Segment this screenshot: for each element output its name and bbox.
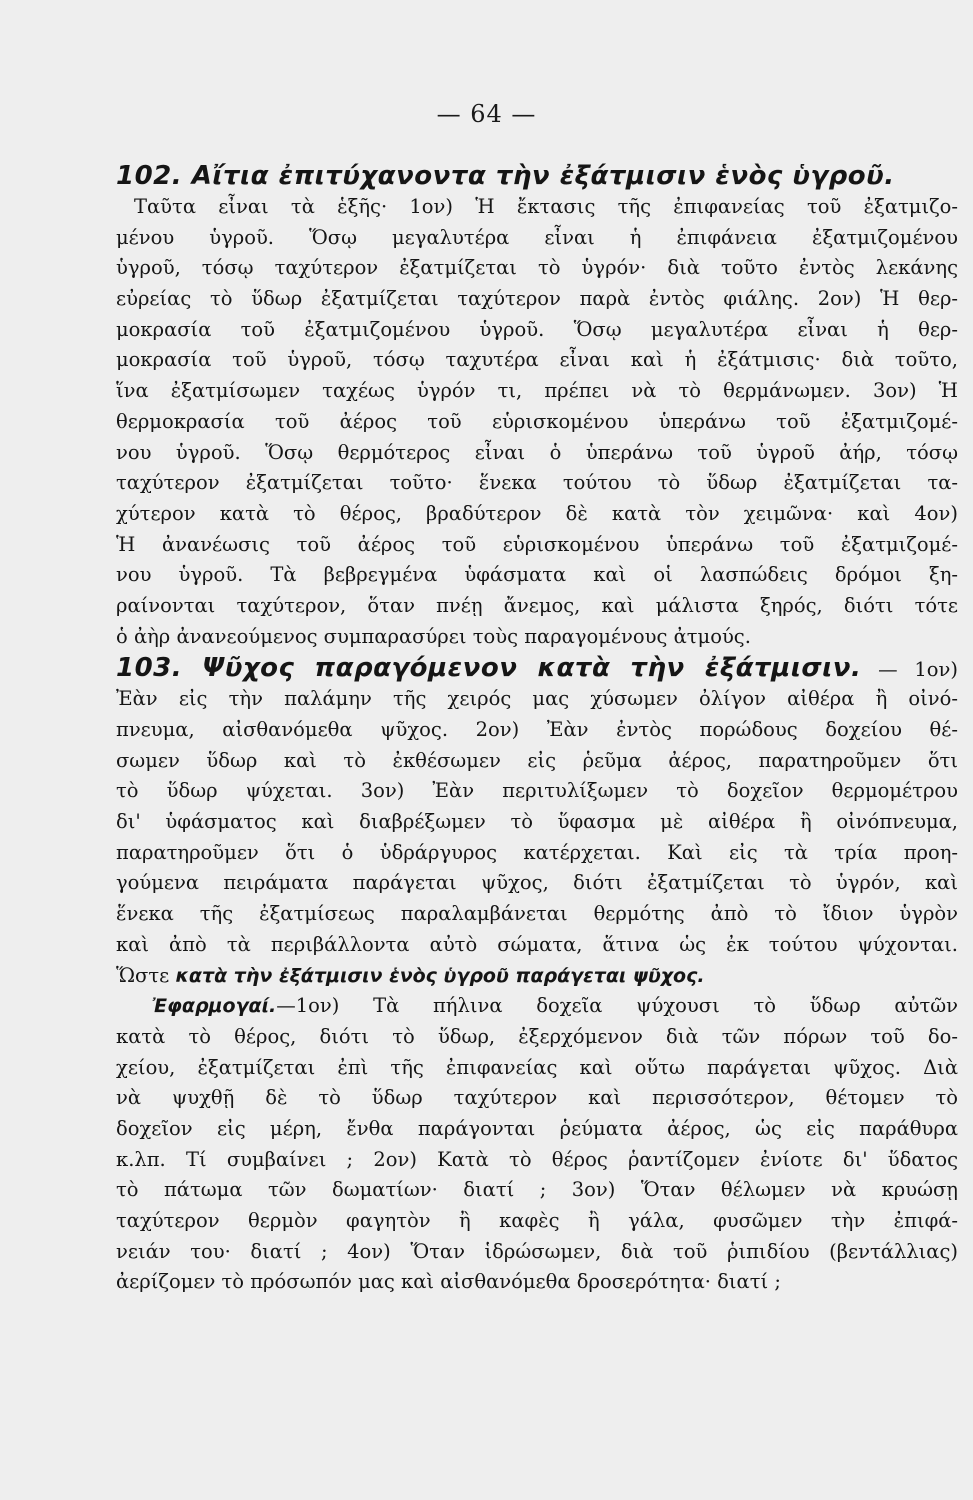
text-line: δι' ὑφάσματος καὶ διαβρέξωμεν τὸ ὕφασμα μὲ αἰθέρα ἢ οἰνόπνευμα, [116,810,958,834]
text-line: Ἐὰν εἰς τὴν παλάμην τῆς χειρός μας χύσωμεν ὀλίγον αἰθέρα ἢ οἰνό- [116,687,958,711]
text-line: χείου, ἐξατμίζεται ἐπὶ τῆς ἐπιφανείας καὶ οὕτω παράγεται ψῦχος. Διὰ [116,1055,958,1079]
applications-line [116,991,958,1022]
text-line: νὰ ψυχθῇ δὲ τὸ ὕδωρ ταχύτερον καὶ περισσότερον, θέτομεν τὸ [116,1086,958,1110]
text-line: μένου ὑγροῦ. Ὅσῳ μεγαλυτέρα εἶναι ἡ ἐπιφάνεια ἐξατμιζομένου [116,225,958,249]
text-line: Ταῦτα εἶναι τὰ ἑξῆς· 1ον) Ἡ ἔκτασις τῆς ἐπιφανείας τοῦ ἐξατμιζο- [134,195,958,218]
section-heading-102 [116,160,958,192]
text-line: τὸ πάτωμα τῶν δωματίων· διατί ; 3ον) Ὅταν θέλωμεν νὰ κρυώσῃ [116,1178,958,1202]
page-number: — 64 — [436,100,537,128]
text-line: δοχεῖον εἰς μέρη, ἔνθα παράγονται ῥεύματα ἀέρος, ὡς εἰς παράθυρα [116,1116,958,1140]
conclusion-line [116,961,958,992]
heading-tail: — 1ον) [878,658,959,682]
text-line: γούμενα πειράματα παράγεται ψῦχος, διότι ἐξατμίζεται τὸ ὑγρόν, καὶ [116,871,958,895]
text-line: ἕνεκα τῆς ἐξατμίσεως παραλαμβάνεται θερμότης ἀπὸ τὸ ἴδιον ὑγρὸν [116,902,958,926]
text-line: πνευμα, αἰσθανόμεθα ψῦχος. 2ον) Ἐὰν ἐντὸς πορώδους δοχείου θέ- [116,718,958,741]
section-heading-103 [116,652,958,684]
text-line: ἵνα ἐξατμίσωμεν ταχέως ὑγρόν τι, πρέπει νὰ τὸ θερμάνωμεν. 3ον) Ἡ [116,379,958,403]
text-line: ταχύτερον ἐξατμίζεται τοῦτο· ἕνεκα τούτου τὸ ὕδωρ ἐξατμίζεται τα- [116,471,958,495]
text-line: Ἡ ἀνανέωσις τοῦ ἀέρος τοῦ εὑρισκομένου ὑπεράνω τοῦ ἐξατμιζομέ- [116,532,958,556]
heading-text: 103. Ψῦχος παραγόμενον κατὰ τὴν ἐξάτμισιν. [116,653,862,684]
applications-label: Ἐφαρμογαί. [152,995,277,1018]
text-line: παρατηροῦμεν ὅτι ὁ ὑδράργυρος κατέρχεται. Καὶ εἰς τὰ τρία προη- [116,840,958,864]
text-line: μοκρασία τοῦ ὑγροῦ, τόσῳ ταχυτέρα εἶναι καὶ ἡ ἐξάτμισις· διὰ τοῦτο, [116,348,958,372]
text-line: ἀερίζομεν τὸ πρόσωπόν μας καὶ αἰσθανόμεθα δροσερότητα· διατί ; [116,1270,781,1294]
text-line: ὁ ἀὴρ ἀνανεούμενος συμπαρασύρει τοὺς παραγομένους ἀτμούς. [116,624,751,648]
text-line: ραίνονται ταχύτερον, ὅταν πνέῃ ἄνεμος, καὶ μάλιστα ξηρός, διότι τότε [116,593,958,617]
text-line: ὑγροῦ, τόσῳ ταχύτερον ἐξατμίζεται τὸ ὑγρόν· διὰ τοῦτο ἐντὸς λεκάνης [116,256,958,280]
text-line: νειάν του· διατί ; 4ον) Ὅταν ἱδρώσωμεν, διὰ τοῦ ῥιπιδίου (βεντάλλιας) [116,1239,958,1263]
text-line: θερμοκρασία τοῦ ἀέρος τοῦ εὑρισκομένου ὑπεράνω τοῦ ἐξατμιζομέ- [116,409,958,433]
text-line: καὶ ἀπὸ τὰ περιβάλλοντα αὐτὸ σώματα, ἅτινα ὡς ἐκ τούτου ψύχονται. [116,932,958,956]
text-line: κατὰ τὸ θέρος, διότι τὸ ὕδωρ, ἐξερχόμενον διὰ τῶν πόρων τοῦ δο- [116,1024,958,1048]
text-line: ταχύτερον θερμὸν φαγητὸν ἢ καφὲς ἢ γάλα, φυσῶμεν τὴν ἐπιφά- [116,1209,958,1232]
text-line: χύτερον κατὰ τὸ θέρος, βραδύτερον δὲ κατὰ τὸν χειμῶνα· καὶ 4ον) [116,501,958,525]
text-line: κ.λπ. Τί συμβαίνει ; 2ον) Κατὰ τὸ θέρος ῥαντίζομεν ἐνίοτε δι' ὕδατος [116,1147,958,1171]
text-line: νου ὑγροῦ. Τὰ βεβρεγμένα ὑφάσματα καὶ οἱ λασπώδεις δρόμοι ξη- [116,563,958,587]
text-line: μοκρασία τοῦ ἐξατμιζομένου ὑγροῦ. Ὅσῳ μεγαλυτέρα εἶναι ἡ θερ- [116,317,958,341]
conclusion-lead: Ὥστε [116,963,176,987]
page-body [116,160,958,1298]
text-line: εὐρείας τὸ ὕδωρ ἐξατμίζεται ταχύτερον παρὰ ἐντὸς φιάλης. 2ον) Ἡ θερ- [116,287,958,311]
text-line: σωμεν ὕδωρ καὶ τὸ ἐκθέσωμεν εἰς ῥεῦμα ἀέρος, παρατηροῦμεν ὅτι [116,748,958,772]
applications-text: —1ον) Τὰ πήλινα δοχεῖα ψύχουσι τὸ ὕδωρ αὐτῶν [276,994,958,1018]
text-line: νου ὑγροῦ. Ὅσῳ θερμότερος εἶναι ὁ ὑπεράνω τοῦ ὑγροῦ ἀήρ, τόσῳ [116,440,958,464]
conclusion-emphasis: κατὰ τὴν ἐξάτμισιν ἑνὸς ὑγροῦ παράγεται ψῦχος. [175,964,705,987]
text-line: τὸ ὕδωρ ψύχεται. 3ον) Ἐὰν περιτυλίξωμεν τὸ δοχεῖον θερμομέτρου [116,779,958,803]
heading-text: 102. Αἴτια ἐπιτύχανοντα τὴν ἐξάτμισιν ἑνὸς ὑγροῦ. [116,161,895,191]
